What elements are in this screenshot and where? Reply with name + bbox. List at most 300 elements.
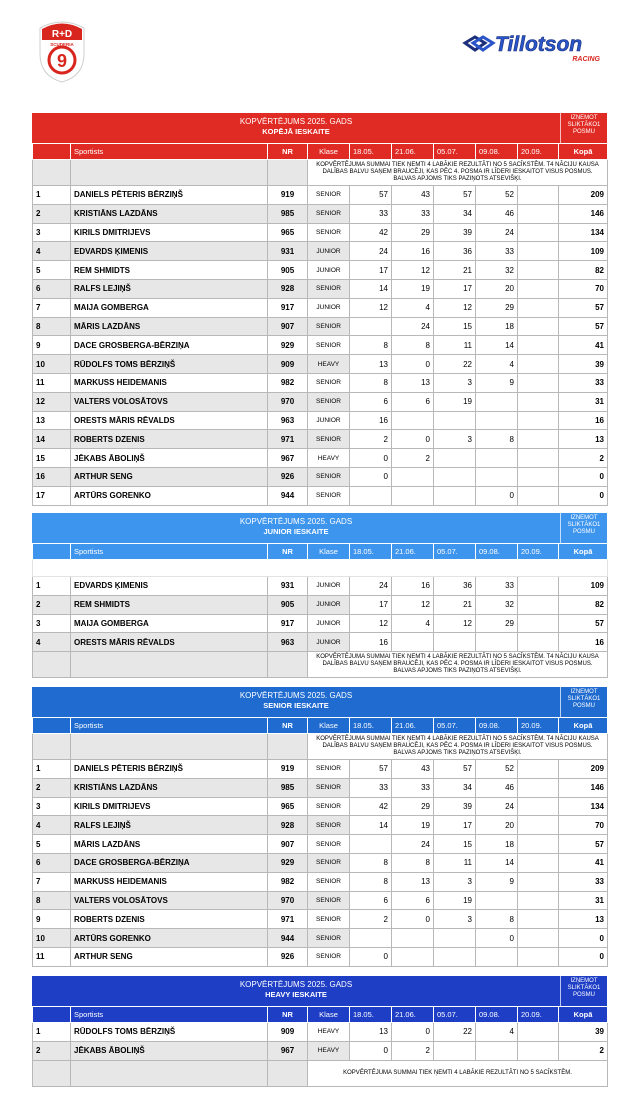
round-result: 4 [392,614,434,633]
total-points: 0 [559,486,608,505]
section-header [32,113,607,143]
round-result [518,595,559,614]
round-result [434,1041,476,1060]
position: 4 [33,633,71,652]
racer-class: JUNIOR [308,577,350,596]
round-result: 13 [392,373,434,392]
sportist-name: REM SHMIDTS [71,261,268,280]
racer-number: 919 [268,186,308,205]
racer-class: HEAVY [308,355,350,374]
racer-class: SENIOR [308,204,350,223]
total-points: 39 [559,355,608,374]
round-result: 42 [350,223,392,242]
racer-number: 919 [268,760,308,779]
round-result: 22 [434,355,476,374]
round-result: 4 [476,1023,518,1042]
total-points: 209 [559,760,608,779]
round-result [434,486,476,505]
round-result: 46 [476,778,518,797]
round-result [518,835,559,854]
standings-table [32,543,608,678]
total-points: 109 [559,577,608,596]
sportist-name: KIRILS DMITRIJEVS [71,797,268,816]
racer-number: 928 [268,816,308,835]
racer-number: 944 [268,929,308,948]
table-row [33,186,608,205]
col-date: 09.08. [476,718,518,734]
round-result: 17 [350,595,392,614]
racer-class: JUNIOR [308,411,350,430]
round-result: 21 [434,595,476,614]
total-points: 2 [559,1041,608,1060]
round-result [518,853,559,872]
col-kopa: Kopā [559,544,608,560]
position: 5 [33,835,71,854]
round-result: 3 [434,872,476,891]
round-result: 18 [476,317,518,336]
col-date: 05.07. [434,718,476,734]
round-result [518,279,559,298]
position: 1 [33,577,71,596]
round-result: 0 [476,929,518,948]
round-result [476,467,518,486]
standings-heavy [32,976,607,1087]
round-result: 18 [476,835,518,854]
racer-class: SENIOR [308,467,350,486]
round-result: 0 [392,430,434,449]
table-row [33,298,608,317]
col-kopa: Kopā [559,1007,608,1023]
col-date: 20.09. [518,718,559,734]
round-result [434,929,476,948]
round-result [518,204,559,223]
racer-class: SENIOR [308,872,350,891]
col-date: 05.07. [434,1007,476,1023]
section-subtitle: JUNIOR IESKAITE [263,527,329,536]
round-result: 33 [392,204,434,223]
sportist-name: ARTHUR SENG [71,467,268,486]
round-result [476,449,518,468]
round-result [518,633,559,652]
racer-class: HEAVY [308,449,350,468]
round-result: 2 [392,449,434,468]
racer-class: SENIOR [308,223,350,242]
logo-tillotson-text: Tillotson [495,34,583,56]
col-sportists: Sportists [71,144,268,160]
round-result [392,411,434,430]
racer-number: 917 [268,614,308,633]
racer-number: 905 [268,595,308,614]
position: 2 [33,595,71,614]
round-result: 4 [392,298,434,317]
round-result [476,633,518,652]
racer-number: 931 [268,242,308,261]
racer-number: 909 [268,355,308,374]
round-result: 29 [476,614,518,633]
round-result: 8 [350,336,392,355]
round-result [518,261,559,280]
scuderia-logo [36,18,88,84]
round-result: 14 [350,816,392,835]
column-header-row [33,544,608,560]
position: 13 [33,411,71,430]
racer-class: SENIOR [308,279,350,298]
info-text: KOPVĒRTĒJUMA SUMMAI TIEK ŅEMTI 4 LABĀKIE REZULTĀTI NO 5 SACĪKSTĒM. [308,1060,608,1086]
total-points: 70 [559,279,608,298]
table-row [33,947,608,966]
sportist-name: VALTERS VOLOSĀTOVS [71,392,268,411]
round-result [350,317,392,336]
round-result: 24 [350,577,392,596]
col-klase: Klase [308,718,350,734]
info-text: KOPVĒRTĒJUMA SUMMAI TIEK ŅEMTI 4 LABĀKIE REZULTĀTI NO 5 SACĪKSTĒM. T4 NĀCIJU KAUSA DALĪBAS BALVU SAŅEM BRAUCĒJI, KAS PĒC 4. POSMA IR LĪDERI IESKAITOT VISUS POSMUS. BALVAS APJOMS TIKS PAZIŅOTS ATSEVIŠĶI. [308,652,608,678]
racer-class: SENIOR [308,373,350,392]
round-result: 8 [476,910,518,929]
table-row [33,797,608,816]
total-points: 39 [559,1023,608,1042]
racer-class: JUNIOR [308,595,350,614]
racer-number: 909 [268,1023,308,1042]
logo-number: 9 [56,51,68,71]
table-row [33,279,608,298]
col-date: 18.05. [350,718,392,734]
racer-number: 907 [268,835,308,854]
round-result: 34 [434,204,476,223]
total-points: 82 [559,595,608,614]
racer-number: 965 [268,797,308,816]
round-result [350,929,392,948]
sportist-name: KIRILS DMITRIJEVS [71,223,268,242]
table-row [33,633,608,652]
sportist-name: JĒKABS ĀBOLIŅŠ [71,1041,268,1060]
round-result [392,947,434,966]
round-result: 9 [476,872,518,891]
total-points: 13 [559,910,608,929]
round-result [518,392,559,411]
table-row [33,317,608,336]
sportist-name: RŪDOLFS TOMS BĒRZIŅŠ [71,1023,268,1042]
sportist-name: MĀRIS LAZDĀNS [71,317,268,336]
round-result [476,392,518,411]
position: 9 [33,910,71,929]
section-title: KOPVĒRTĒJUMS 2025. GADS [239,517,353,526]
info-text: KOPVĒRTĒJUMA SUMMAI TIEK ŅEMTI 4 LABĀKIE REZULTĀTI NO 5 SACĪKSTĒM. T4 NĀCIJU KAUSA DALĪBAS BALVU SAŅEM BRAUCĒJI, KAS PĒC 4. POSMA IR LĪDERI IESKAITOT VISUS POSMUS. BALVAS APJOMS TIKS PAZIŅOTS ATSEVIŠĶI. [308,160,608,186]
round-result [518,336,559,355]
racer-number: 985 [268,204,308,223]
col-nr: NR [268,144,308,160]
round-result: 0 [350,467,392,486]
table-row [33,614,608,633]
position: 7 [33,872,71,891]
round-result: 12 [434,298,476,317]
sportist-name: ORESTS MĀRIS RĒVALDS [71,411,268,430]
position: 2 [33,778,71,797]
round-result [518,411,559,430]
sportist-name: DANIELS PĒTERIS BĒRZIŅŠ [71,186,268,205]
round-result [518,467,559,486]
sportist-name: RALFS LEJIŅŠ [71,816,268,835]
round-result: 57 [350,186,392,205]
round-result [350,835,392,854]
total-points: 31 [559,891,608,910]
racer-number: 926 [268,947,308,966]
table-row [33,373,608,392]
racer-class: SENIOR [308,853,350,872]
logo-scuderia-text: SCUDERIA [50,42,74,47]
racer-number: 905 [268,261,308,280]
position: 2 [33,1041,71,1060]
racer-number: 931 [268,577,308,596]
col-date: 18.05. [350,1007,392,1023]
col-pos [33,144,71,160]
round-result [434,411,476,430]
section-note: IZŅEMOT SLIKTĀKO1 POSMU [560,976,607,1006]
col-pos [33,718,71,734]
racer-number: 963 [268,411,308,430]
round-result: 12 [392,595,434,614]
col-date: 20.09. [518,544,559,560]
racer-number: 982 [268,373,308,392]
sportist-name: JĒKABS ĀBOLIŅŠ [71,449,268,468]
round-result [518,223,559,242]
col-date: 05.07. [434,544,476,560]
sportist-name: ARTŪRS GORENKO [71,486,268,505]
position: 4 [33,816,71,835]
round-result: 39 [434,223,476,242]
total-points: 16 [559,411,608,430]
table-row [33,816,608,835]
round-result: 11 [434,853,476,872]
round-result [518,872,559,891]
col-sportists: Sportists [71,1007,268,1023]
racer-class: JUNIOR [308,298,350,317]
round-result: 12 [350,614,392,633]
blank-row [33,560,608,577]
racer-number: 963 [268,633,308,652]
position: 8 [33,891,71,910]
col-date: 21.06. [392,544,434,560]
racer-number: 907 [268,317,308,336]
round-result [476,1041,518,1060]
col-date: 09.08. [476,544,518,560]
table-row [33,411,608,430]
total-points: 33 [559,373,608,392]
sportist-name: DACE GROSBERGA-BĒRZIŅA [71,336,268,355]
sportist-name: REM SHMIDTS [71,595,268,614]
table-row [33,336,608,355]
round-result: 20 [476,816,518,835]
round-result [434,947,476,966]
round-result [518,891,559,910]
racer-number: 917 [268,298,308,317]
racer-number: 944 [268,486,308,505]
tillotson-logo [462,34,602,66]
round-result [434,449,476,468]
racer-number: 971 [268,910,308,929]
total-points: 109 [559,242,608,261]
racer-class: SENIOR [308,891,350,910]
table-row [33,430,608,449]
sportist-name: MARKUSS HEIDEMANIS [71,872,268,891]
section-note: IZŅEMOT SLIKTĀKO1 POSMU [560,113,607,143]
round-result: 0 [350,1041,392,1060]
section-note: IZŅEMOT SLIKTĀKO1 POSMU [560,687,607,717]
total-points: 146 [559,204,608,223]
total-points: 31 [559,392,608,411]
column-header-row [33,144,608,160]
col-kopa: Kopā [559,718,608,734]
round-result: 20 [476,279,518,298]
round-result: 36 [434,577,476,596]
round-result [518,947,559,966]
round-result: 19 [392,816,434,835]
racer-class: SENIOR [308,317,350,336]
racer-number: 970 [268,891,308,910]
col-date: 05.07. [434,144,476,160]
section-title-block [32,687,560,717]
round-result: 24 [392,317,434,336]
section-note: IZŅEMOT SLIKTĀKO1 POSMU [560,513,607,543]
table-row [33,467,608,486]
total-points: 2 [559,449,608,468]
round-result: 36 [434,242,476,261]
racer-class: SENIOR [308,336,350,355]
column-header-row [33,1007,608,1023]
round-result [392,633,434,652]
section-title: KOPVĒRTĒJUMS 2025. GADS [239,980,353,989]
table-row [33,891,608,910]
racer-class: HEAVY [308,1041,350,1060]
round-result [518,373,559,392]
section-title: KOPVĒRTĒJUMS 2025. GADS [239,691,353,700]
column-header-row [33,718,608,734]
position: 17 [33,486,71,505]
col-sportists: Sportists [71,544,268,560]
position: 9 [33,336,71,355]
col-klase: Klase [308,144,350,160]
info-row [33,652,608,678]
table-row [33,392,608,411]
table-row [33,1041,608,1060]
standings-table [32,143,608,506]
racer-class: SENIOR [308,947,350,966]
round-result: 24 [476,797,518,816]
round-result [518,186,559,205]
position: 11 [33,373,71,392]
racer-class: SENIOR [308,778,350,797]
position: 6 [33,853,71,872]
round-result [518,317,559,336]
round-result: 43 [392,186,434,205]
position: 3 [33,223,71,242]
round-result: 8 [392,336,434,355]
round-result: 4 [476,355,518,374]
round-result: 19 [434,392,476,411]
table-row [33,853,608,872]
round-result: 2 [350,910,392,929]
position: 1 [33,1023,71,1042]
round-result: 57 [434,186,476,205]
col-date: 09.08. [476,144,518,160]
round-result [350,486,392,505]
table-row [33,910,608,929]
col-nr: NR [268,1007,308,1023]
table-row [33,929,608,948]
round-result: 0 [392,1023,434,1042]
total-points: 33 [559,872,608,891]
racer-class: SENIOR [308,392,350,411]
sportist-name: RŪDOLFS TOMS BĒRZIŅŠ [71,355,268,374]
round-result: 32 [476,595,518,614]
racer-number: 970 [268,392,308,411]
col-date: 20.09. [518,1007,559,1023]
round-result: 29 [476,298,518,317]
round-result: 24 [476,223,518,242]
total-points: 13 [559,430,608,449]
info-text: KOPVĒRTĒJUMA SUMMAI TIEK ŅEMTI 4 LABĀKIE REZULTĀTI NO 5 SACĪKSTĒM. T4 NĀCIJU KAUSA DALĪBAS BALVU SAŅEM BRAUCĒJI, KAS PĒC 4. POSMA IR LĪDERI IESKAITOT VISUS POSMUS. BALVAS APJOMS TIKS PAZIŅOTS ATSEVIŠĶI. [308,734,608,760]
sportist-name: DACE GROSBERGA-BĒRZIŅA [71,853,268,872]
round-result [518,816,559,835]
total-points: 57 [559,835,608,854]
round-result [392,929,434,948]
round-result [476,947,518,966]
standings-junior [32,513,607,678]
col-pos [33,1007,71,1023]
round-result: 0 [350,449,392,468]
standings-senior [32,687,607,967]
sportist-name: MARKUSS HEIDEMANIS [71,373,268,392]
sportist-name: VALTERS VOLOSĀTOVS [71,891,268,910]
round-result: 14 [476,336,518,355]
round-result: 12 [434,614,476,633]
table-row [33,355,608,374]
sportist-name: EDVARDS ĶIMENIS [71,242,268,261]
round-result: 33 [392,778,434,797]
sportist-name: DANIELS PĒTERIS BĒRZIŅŠ [71,760,268,779]
racer-class: JUNIOR [308,261,350,280]
racer-class: SENIOR [308,929,350,948]
position: 11 [33,947,71,966]
info-row [33,160,608,186]
racer-class: JUNIOR [308,633,350,652]
round-result [434,467,476,486]
round-result: 29 [392,797,434,816]
position: 6 [33,279,71,298]
sportist-name: MAIJA GOMBERGA [71,614,268,633]
round-result: 43 [392,760,434,779]
round-result: 3 [434,910,476,929]
sportist-name: MAIJA GOMBERGA [71,298,268,317]
position: 10 [33,355,71,374]
round-result [392,467,434,486]
round-result [518,355,559,374]
col-date: 18.05. [350,544,392,560]
round-result [518,430,559,449]
round-result: 17 [350,261,392,280]
section-title-block [32,513,560,543]
logo-rd-text: R+D [51,29,73,40]
table-row [33,1023,608,1042]
col-klase: Klase [308,544,350,560]
position: 15 [33,449,71,468]
round-result: 6 [392,891,434,910]
round-result: 57 [350,760,392,779]
round-result: 8 [350,872,392,891]
round-result: 8 [350,853,392,872]
round-result: 6 [350,891,392,910]
round-result: 6 [392,392,434,411]
total-points: 209 [559,186,608,205]
